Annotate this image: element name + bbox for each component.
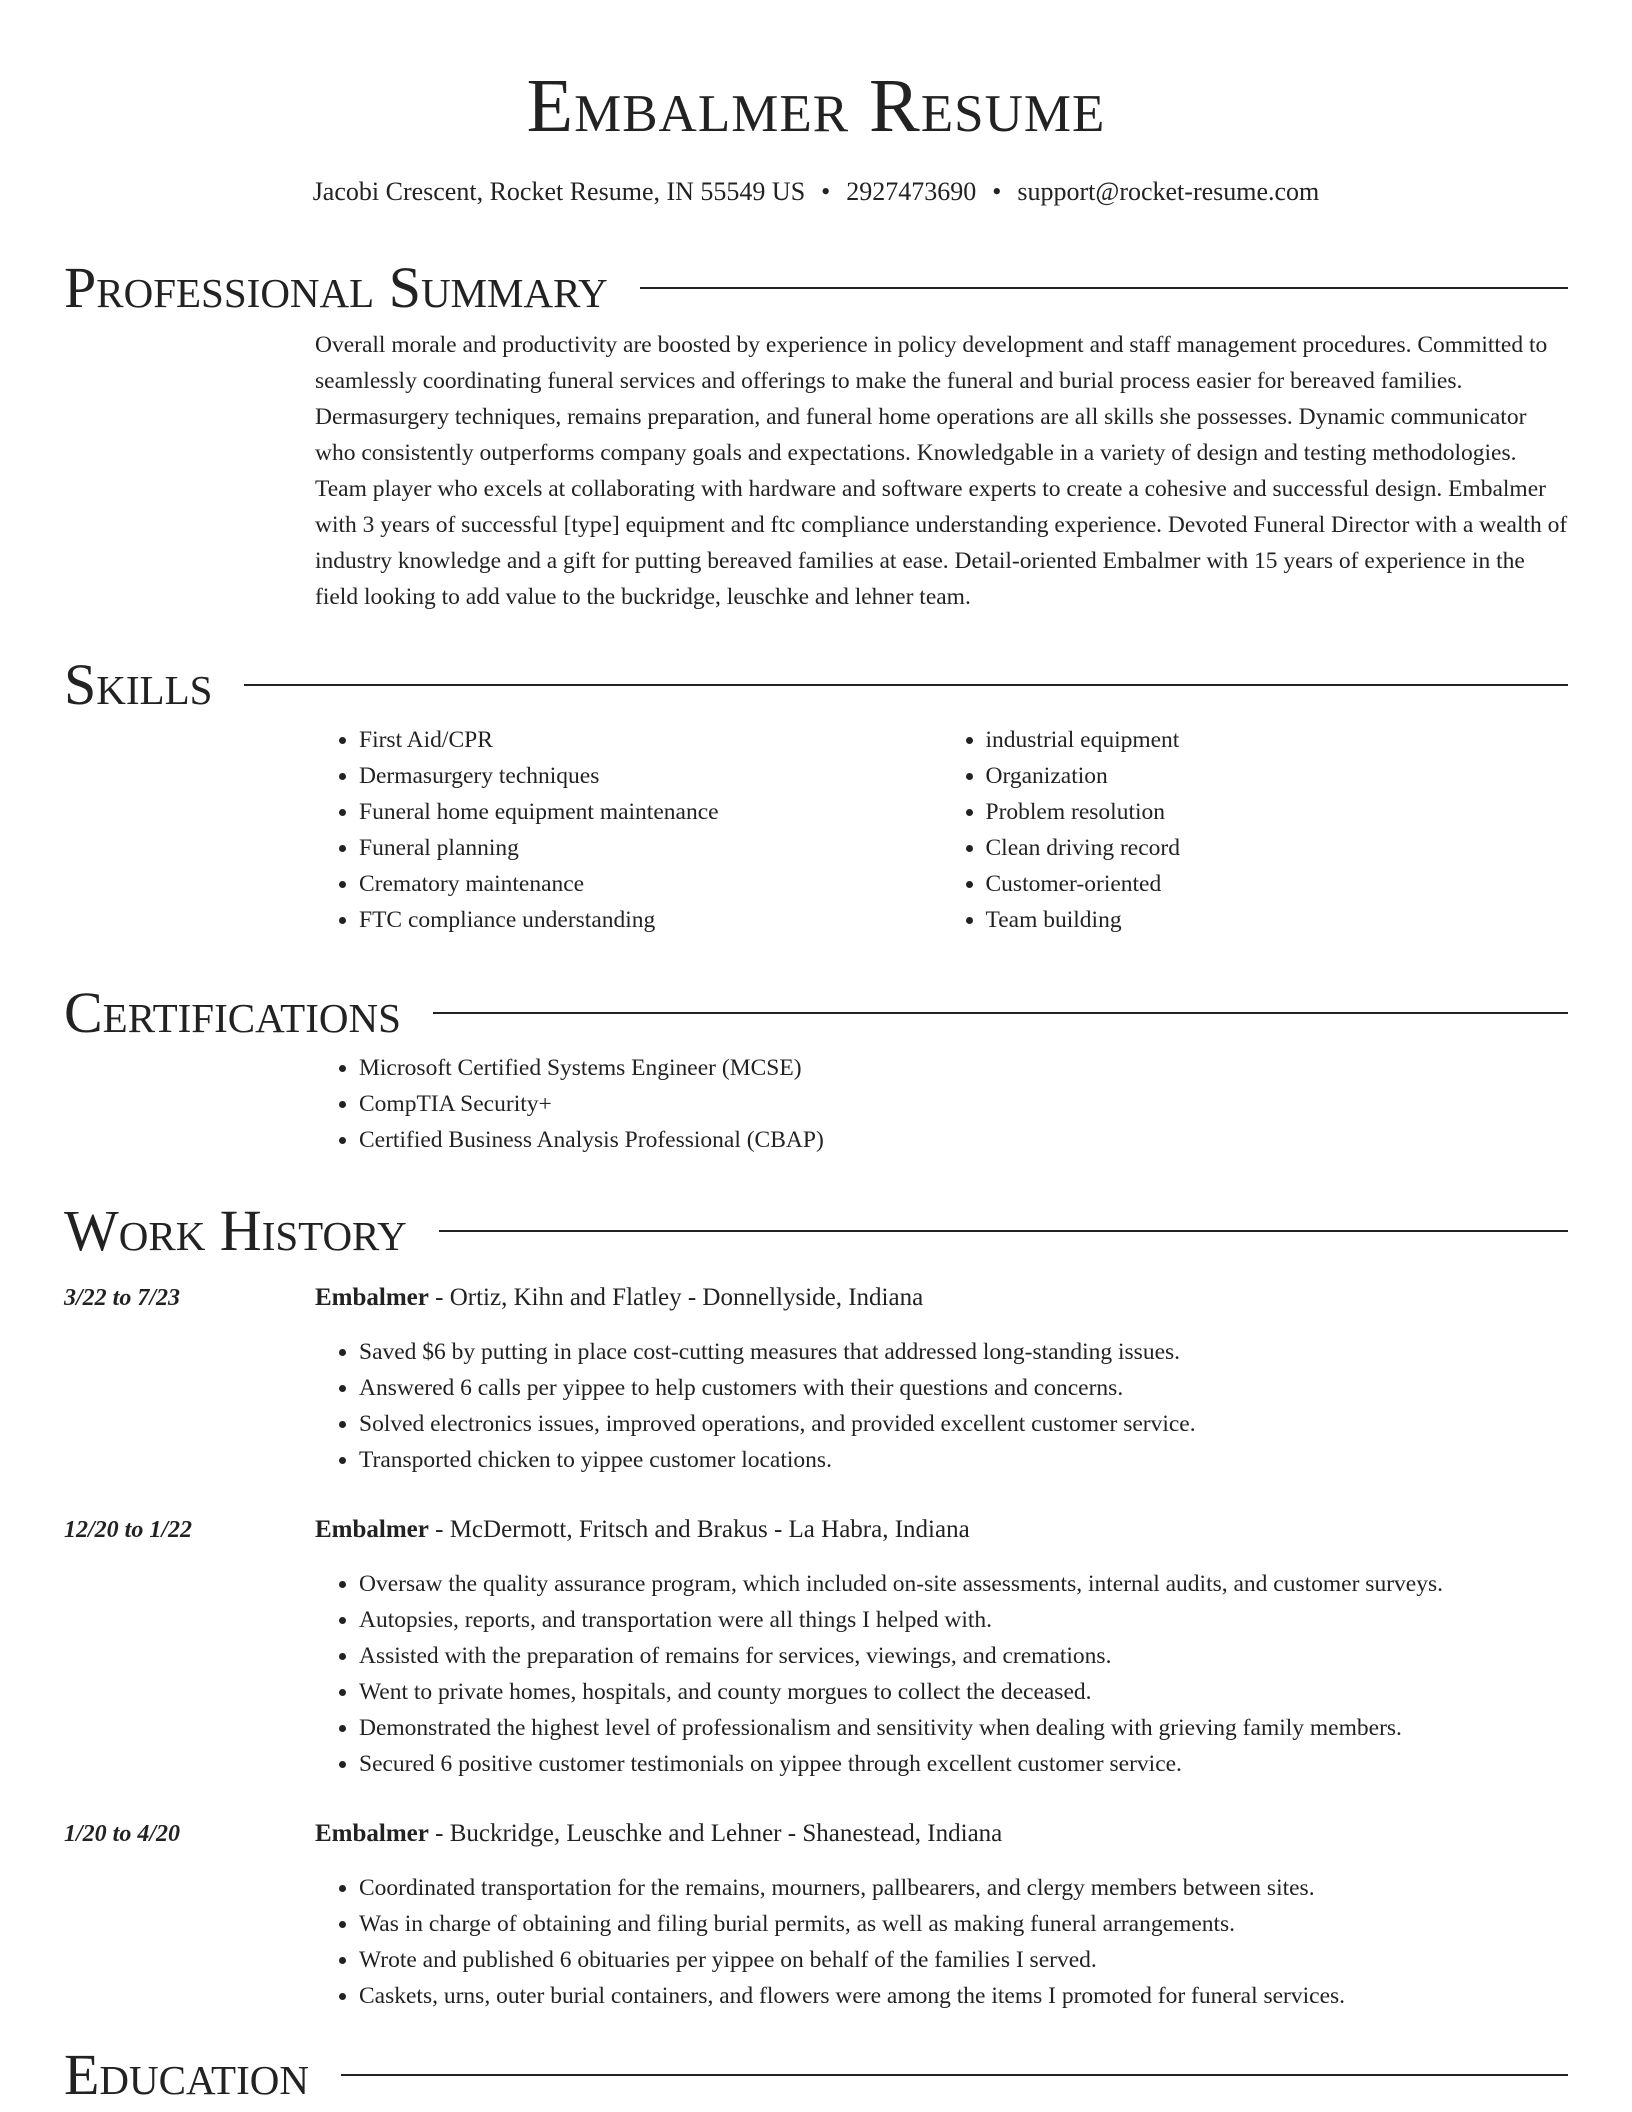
certifications-header bbox=[64, 978, 1568, 1048]
certification-item: • CompTIA Security+ bbox=[359, 1086, 1568, 1122]
job-details: - Ortiz, Kihn and Flatley - Donnellyside, Indiana bbox=[428, 1284, 924, 1311]
job-bullets bbox=[315, 1870, 1568, 2014]
job-header bbox=[315, 1512, 1568, 1548]
contact-separator: • bbox=[821, 177, 831, 206]
job-bullet: • Demonstrated the highest level of professionalism and sensitivity when dealing with grieving family members. bbox=[359, 1710, 1568, 1746]
skills-section bbox=[64, 650, 1568, 938]
job-bullet: • Saved $6 by putting in place cost-cutting measures that addressed long-standing issues. bbox=[359, 1334, 1568, 1370]
job-entry bbox=[64, 1512, 1568, 1782]
section-heading: Work History bbox=[64, 1198, 407, 1263]
certifications-body bbox=[315, 1050, 1568, 1158]
skill-item: • Funeral home equipment maintenance bbox=[359, 794, 942, 830]
work-history-section bbox=[64, 1196, 1568, 2014]
contact-separator: • bbox=[992, 177, 1002, 206]
certification-item: • Microsoft Certified Systems Engineer (MCSE) bbox=[359, 1050, 1568, 1086]
skills-list-left bbox=[315, 722, 942, 938]
job-bullet: • Solved electronics issues, improved operations, and provided excellent customer service. bbox=[359, 1406, 1568, 1442]
skill-item: • Organization bbox=[986, 758, 1569, 794]
job-details: - McDermott, Fritsch and Brakus - La Habra, Indiana bbox=[428, 1516, 970, 1543]
job-bullet: • Secured 6 positive customer testimonials on yippee through excellent customer service. bbox=[359, 1746, 1568, 1782]
section-heading: Education bbox=[64, 2042, 309, 2107]
section-divider bbox=[433, 1012, 1568, 1014]
section-divider bbox=[439, 1230, 1568, 1232]
skills-header bbox=[64, 650, 1568, 720]
job-bullet: • Oversaw the quality assurance program, which included on-site assessments, internal audits, and customer surveys. bbox=[359, 1566, 1568, 1602]
job-details: - Buckridge, Leuschke and Lehner - Shanestead, Indiana bbox=[428, 1820, 1003, 1847]
certifications-section bbox=[64, 978, 1568, 1158]
education-header bbox=[64, 2040, 1568, 2110]
skill-item: • Clean driving record bbox=[986, 830, 1569, 866]
contact-address: Jacobi Crescent, Rocket Resume, IN 55549 US bbox=[312, 177, 806, 206]
skill-item: • FTC compliance understanding bbox=[359, 902, 942, 938]
job-header bbox=[315, 1280, 1568, 1316]
section-heading: Certifications bbox=[64, 980, 401, 1045]
job-bullet: • Transported chicken to yippee customer locations. bbox=[359, 1442, 1568, 1478]
certifications-list bbox=[315, 1050, 1568, 1158]
job-bullet: • Autopsies, reports, and transportation were all things I helped with. bbox=[359, 1602, 1568, 1638]
work-history-header bbox=[64, 1196, 1568, 1266]
skill-item: • Customer-oriented bbox=[986, 866, 1569, 902]
summary-text: Overall morale and productivity are boosted by experience in policy development and staff management procedures. Committed to seamlessly coordinating funeral services and offerings to make the funeral and burial process easier for bereaved families. Dermasurgery techniques, remains preparation, and funeral home operations are all skills she possesses. Dynamic communicator who consistently outperforms company goals and expectations. Knowledgable in a variety of design and testing methodologies. Team player who excels at collaborating with hardware and software experts to create a cohesive and successful design. Embalmer with 3 years of successful [type] equipment and ftc compliance understanding experience. Devoted Funeral Director with a wealth of industry knowledge and a gift for putting bereaved families at ease. Detail-oriented Embalmer with 15 years of experience in the field looking to add value to the buckridge, leuschke and lehner team. bbox=[315, 332, 1568, 610]
job-role: Embalmer bbox=[315, 1820, 429, 1847]
summary-section bbox=[64, 253, 1568, 615]
section-heading: Skills bbox=[64, 652, 213, 717]
skill-item: • industrial equipment bbox=[986, 722, 1569, 758]
skills-list-right bbox=[942, 722, 1569, 938]
job-role: Embalmer bbox=[315, 1284, 429, 1311]
summary-header bbox=[64, 253, 1568, 323]
certification-item: • Certified Business Analysis Professional (CBAP) bbox=[359, 1122, 1568, 1158]
contact-line bbox=[0, 172, 1632, 212]
summary-body bbox=[315, 327, 1568, 615]
job-bullet: • Assisted with the preparation of remains for services, viewings, and cremations. bbox=[359, 1638, 1568, 1674]
job-role: Embalmer bbox=[315, 1516, 429, 1543]
job-bullet: • Coordinated transportation for the remains, mourners, pallbearers, and clergy members between sites. bbox=[359, 1870, 1568, 1906]
job-entry bbox=[64, 1280, 1568, 1478]
job-entry bbox=[64, 1816, 1568, 2014]
skill-item: • Team building bbox=[986, 902, 1569, 938]
job-bullet: • Went to private homes, hospitals, and county morgues to collect the deceased. bbox=[359, 1674, 1568, 1710]
skill-item: • Problem resolution bbox=[986, 794, 1569, 830]
contact-phone: 2927473690 bbox=[846, 177, 977, 206]
job-bullets bbox=[315, 1334, 1568, 1478]
job-bullets bbox=[315, 1566, 1568, 1782]
section-divider bbox=[341, 2074, 1568, 2076]
job-dates: 12/20 to 1/22 bbox=[64, 1517, 193, 1543]
job-dates: 1/20 to 4/20 bbox=[64, 1821, 181, 1847]
section-divider bbox=[640, 287, 1568, 289]
job-bullet: • Wrote and published 6 obituaries per yippee on behalf of the families I served. bbox=[359, 1942, 1568, 1978]
resume-title: Embalmer Resume bbox=[526, 64, 1106, 148]
job-bullet: • Answered 6 calls per yippee to help customers with their questions and concerns. bbox=[359, 1370, 1568, 1406]
job-bullet: • Was in charge of obtaining and filing burial permits, as well as making funeral arrangements. bbox=[359, 1906, 1568, 1942]
job-dates: 3/22 to 7/23 bbox=[64, 1285, 181, 1311]
skill-item: • Funeral planning bbox=[359, 830, 942, 866]
job-header bbox=[315, 1816, 1568, 1852]
skill-item: • Dermasurgery techniques bbox=[359, 758, 942, 794]
education-section bbox=[64, 2040, 1568, 2110]
section-divider bbox=[244, 684, 1568, 686]
section-heading: Professional Summary bbox=[64, 255, 608, 320]
contact-email: support@rocket-resume.com bbox=[1017, 177, 1320, 206]
job-bullet: • Caskets, urns, outer burial containers, and flowers were among the items I promoted for funeral services. bbox=[359, 1978, 1568, 2014]
skills-columns bbox=[315, 722, 1568, 938]
skill-item: • Crematory maintenance bbox=[359, 866, 942, 902]
skill-item: • First Aid/CPR bbox=[359, 722, 942, 758]
